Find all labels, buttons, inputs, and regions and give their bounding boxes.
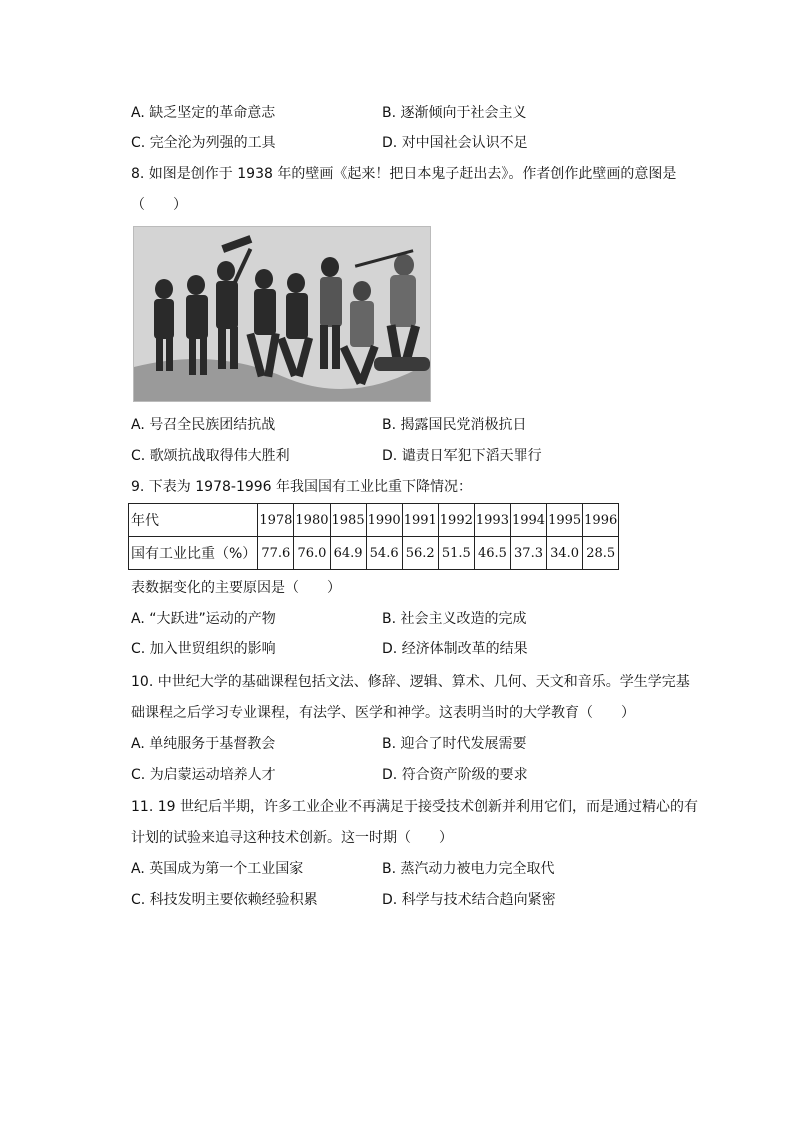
q8-stem-blank: （ ） — [131, 197, 187, 213]
row-header-year: 年代 — [129, 504, 258, 537]
q11-option-b: B. 蒸汽动力被电力完全取代 — [382, 861, 555, 877]
q9-option-b: B. 社会主义改造的完成 — [382, 611, 527, 627]
value-cell: 37.3 — [510, 537, 546, 570]
q10-option-c: C. 为启蒙运动培养人才 — [131, 767, 276, 783]
value-cell: 64.9 — [330, 537, 366, 570]
value-cell: 46.5 — [474, 537, 510, 570]
mural-figures — [134, 227, 430, 401]
table-row-values — [129, 537, 619, 570]
year-cell: 1978 — [258, 504, 294, 537]
q7-option-d: D. 对中国社会认识不足 — [382, 135, 528, 151]
industry-share-table — [128, 503, 619, 570]
year-cell: 1996 — [583, 504, 619, 537]
value-cell: 77.6 — [258, 537, 294, 570]
q9-option-a: A. “大跃进”运动的产物 — [131, 611, 276, 627]
q11-option-d: D. 科学与技术结合趋向紧密 — [382, 892, 556, 908]
q9-option-d: D. 经济体制改革的结果 — [382, 641, 528, 657]
q11-stem: 11. 19 世纪后半期，许多工业企业不再满足于接受技术创新并利用它们，而是通过精心的有 — [131, 799, 698, 815]
q11-stem-cont: 计划的试验来追寻这种技术创新。这一时期（ ） — [131, 830, 453, 846]
q11-option-a: A. 英国成为第一个工业国家 — [131, 861, 304, 877]
table-row-years — [129, 504, 619, 537]
year-cell: 1991 — [402, 504, 438, 537]
q8-option-b: B. 揭露国民党消极抗日 — [382, 417, 527, 433]
q10-stem: 10. 中世纪大学的基础课程包括文法、修辞、逻辑、算术、几何、天文和音乐。学生学完基 — [131, 674, 690, 690]
year-cell: 1995 — [547, 504, 583, 537]
value-cell: 56.2 — [402, 537, 438, 570]
value-cell: 28.5 — [583, 537, 619, 570]
q8-option-d: D. 谴责日军犯下滔天罪行 — [382, 448, 542, 464]
q10-option-d: D. 符合资产阶级的要求 — [382, 767, 528, 783]
year-cell: 1980 — [294, 504, 330, 537]
mural-image — [133, 226, 431, 402]
q9-question: 表数据变化的主要原因是（ ） — [131, 580, 341, 596]
q10-option-a: A. 单纯服务于基督教会 — [131, 736, 276, 752]
q7-option-b: B. 逐渐倾向于社会主义 — [382, 105, 527, 121]
q9-stem: 9. 下表为 1978-1996 年我国国有工业比重下降情况： — [131, 479, 473, 495]
year-cell: 1990 — [366, 504, 402, 537]
q7-option-c: C. 完全沦为列强的工具 — [131, 135, 276, 151]
value-cell: 51.5 — [438, 537, 474, 570]
year-cell: 1994 — [510, 504, 546, 537]
value-cell: 34.0 — [547, 537, 583, 570]
q8-stem: 8. 如图是创作于 1938 年的壁画《起来！把日本鬼子赶出去》。作者创作此壁画的意图是 — [131, 166, 677, 182]
row-header-share: 国有工业比重（%） — [129, 537, 258, 570]
q11-option-c: C. 科技发明主要依赖经验积累 — [131, 892, 318, 908]
q10-stem-cont: 础课程之后学习专业课程，有法学、医学和神学。这表明当时的大学教育（ ） — [131, 705, 635, 721]
value-cell: 76.0 — [294, 537, 330, 570]
value-cell: 54.6 — [366, 537, 402, 570]
q8-option-a: A. 号召全民族团结抗战 — [131, 417, 276, 433]
year-cell: 1985 — [330, 504, 366, 537]
year-cell: 1993 — [474, 504, 510, 537]
q9-option-c: C. 加入世贸组织的影响 — [131, 641, 276, 657]
q8-option-c: C. 歌颂抗战取得伟大胜利 — [131, 448, 290, 464]
year-cell: 1992 — [438, 504, 474, 537]
q7-option-a: A. 缺乏坚定的革命意志 — [131, 105, 276, 121]
q10-option-b: B. 迎合了时代发展需要 — [382, 736, 527, 752]
